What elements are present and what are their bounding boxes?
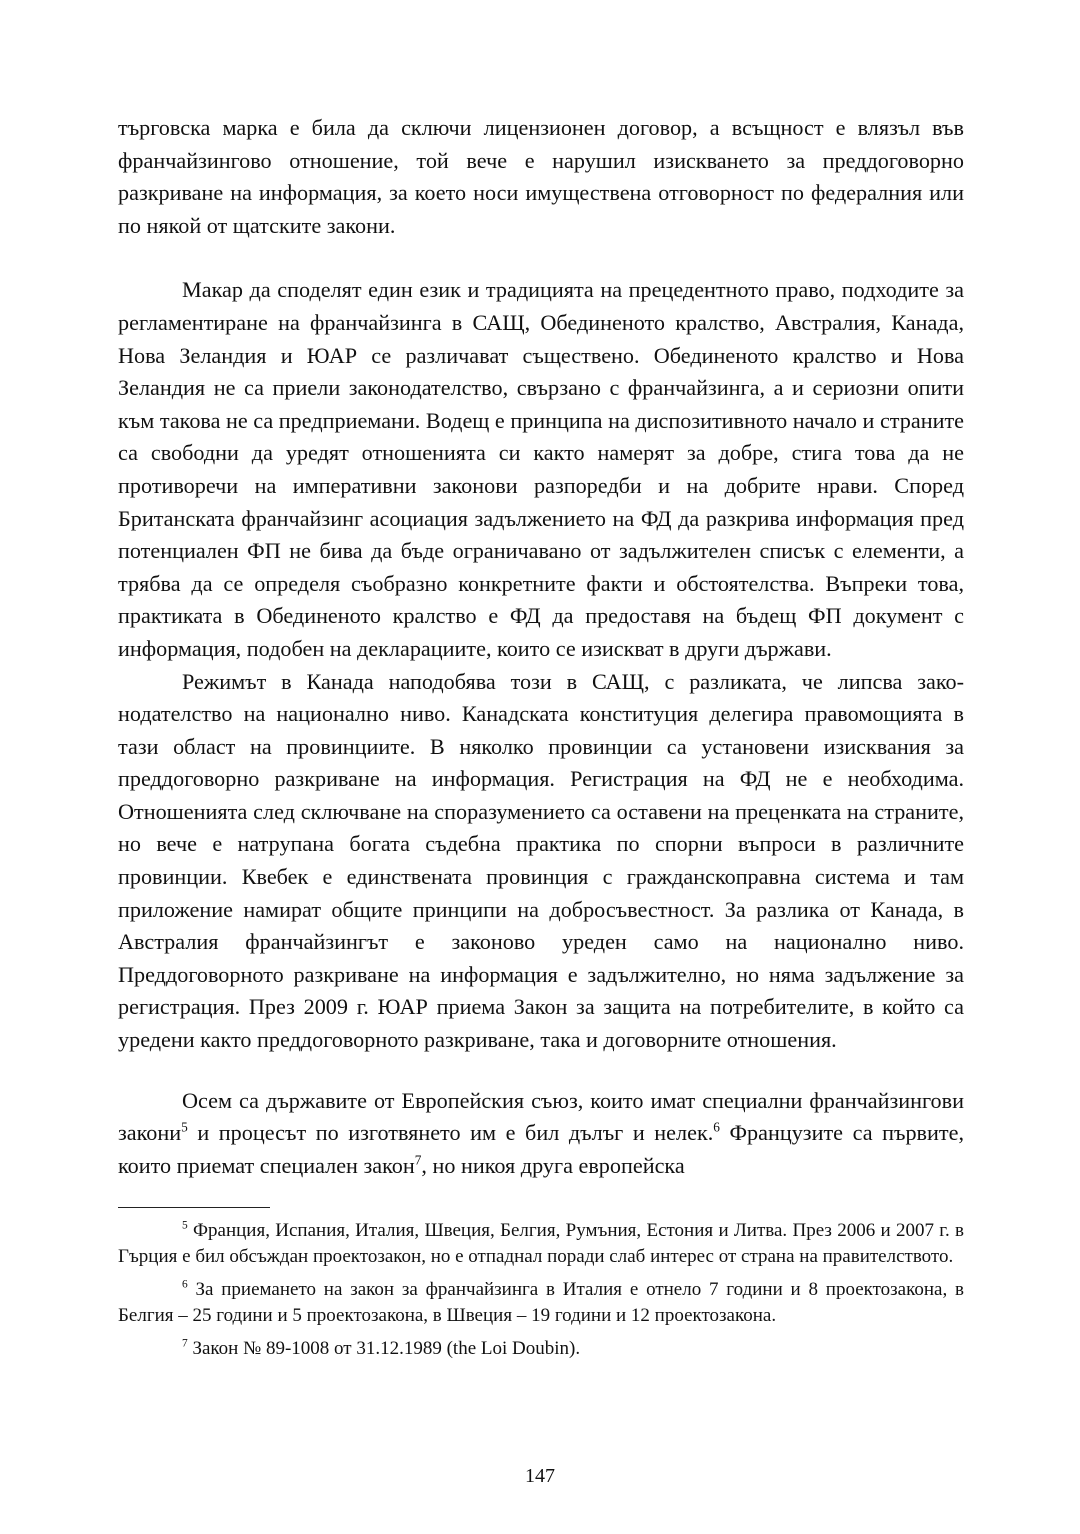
body-text: [118, 112, 964, 1182]
paragraph-4: [118, 1085, 964, 1183]
footnote-number: 7: [182, 1338, 188, 1351]
footnote-5: [118, 1218, 964, 1269]
paragraph-1: търговска марка е била да сключи лицензионен договор, а всъщност е влязъл във франчайзингово отношение, той вече е нарушил изискването за преддоговорно разкриване на информация, за което носи имуществена отговорност по федералния или по някой от щатските закони.: [118, 115, 964, 238]
paragraph-4-part-c: Французите са първите, които приемат специален закон: [118, 1120, 964, 1178]
footnote-number: 6: [182, 1279, 188, 1292]
footnote-text: Франция, Испания, Италия, Швеция, Белгия, Румъния, Естония и Литва. През 2006 и 2007 г. в Гърция е бил обсъждан проектозакон, но е отпаднал поради слаб интерес от страна на правителството.: [118, 1220, 964, 1267]
footnote-ref-6[interactable]: 6: [713, 1119, 720, 1135]
paragraph-4-part-b: и процесът по изготвянето им е бил дълъг и нелек.: [187, 1120, 714, 1146]
footnote-ref-7[interactable]: 7: [414, 1152, 422, 1168]
footnote-7: [118, 1336, 964, 1362]
footnotes: [118, 1218, 964, 1362]
paragraph-4-part-a: Осем са държавите от Европейския съюз, които имат специални франчайзингови закони: [118, 1087, 964, 1146]
footnote-6: [118, 1277, 964, 1328]
page-number: 147: [525, 1465, 555, 1487]
footnote-number: 5: [182, 1220, 188, 1233]
paragraph-4-part-d: , но никоя друга европейска: [421, 1152, 685, 1178]
page-content: [118, 112, 964, 1370]
footnote-separator: [118, 1207, 270, 1208]
footnote-text: Закон № 89-1008 от 31.12.1989 (the Loi Doubin).: [187, 1338, 581, 1360]
footnote-ref-5[interactable]: 5: [181, 1119, 188, 1135]
paragraph-3: Режимът в Канада наподобява този в САЩ, с разликата, че липсва законодателство на национално ниво. Канадската конституция делегира правомощията в тази област на провинциите. В няколко провинции са установени изисквания за преддоговорно разкриване на информация. Регистрация на ФД не е необходима. Отношенията след сключване на споразумението са оставени на преценката на страните, но вече е натрупана богата съдебна практика по спорни въпроси в различните провинции. Квебек е единствената провинция с гражданскоправна система и там приложение намират общите принципи на добросъвестност. За разлика от Канада, в Австралия франчайзингът е законово уреден само на национално ниво. Преддоговорното разкриване на информация е задължително, но няма задължение за регистрация. През 2009 г. ЮАР приема Закон за защита на потребителите, в който са уредени както преддоговорното разкриване, така и договорните отношения.: [118, 668, 964, 1053]
footnote-text: За приемането на закон за франчайзинга в Италия е отнело 7 години и 8 проектозакона, в Белгия – 25 години и 5 проектозакона, в Швеция – 19 години и 12 проектозакона.: [118, 1279, 964, 1326]
paragraph-2: Макар да споделят един език и традицията на прецедентното право, подходите за регламентиране на франчайзинга в САЩ, Обединеното кралство, Австралия, Канада, Нова Зеландия и ЮАР се различават съществено. Обединеното кралство и Нова Зеландия не са приели законодателство, свързано с франчайзинга, а и сериозни опити към такова не са предприемани. Водещ е принципа на диспозитивното начало и страните са свободни да уредят отношенията си както намерят за добре, стига това да не противоречи на императивни законови разпоредби и на добрите нрави. Според Британската франчайзинг асоциация задължението на ФД да разкрива информация пред потенциален ФП не бива да бъде ограничавано от задължителен списък с елементи, а трябва да се определя съобразно конкретните факти и обстоятелства. Въпреки това, практиката в Обединеното кралство е ФД да предоставя на бъдещ ФП документ с информация, подобен на декларациите, които се изискват в други държави.: [118, 277, 964, 661]
